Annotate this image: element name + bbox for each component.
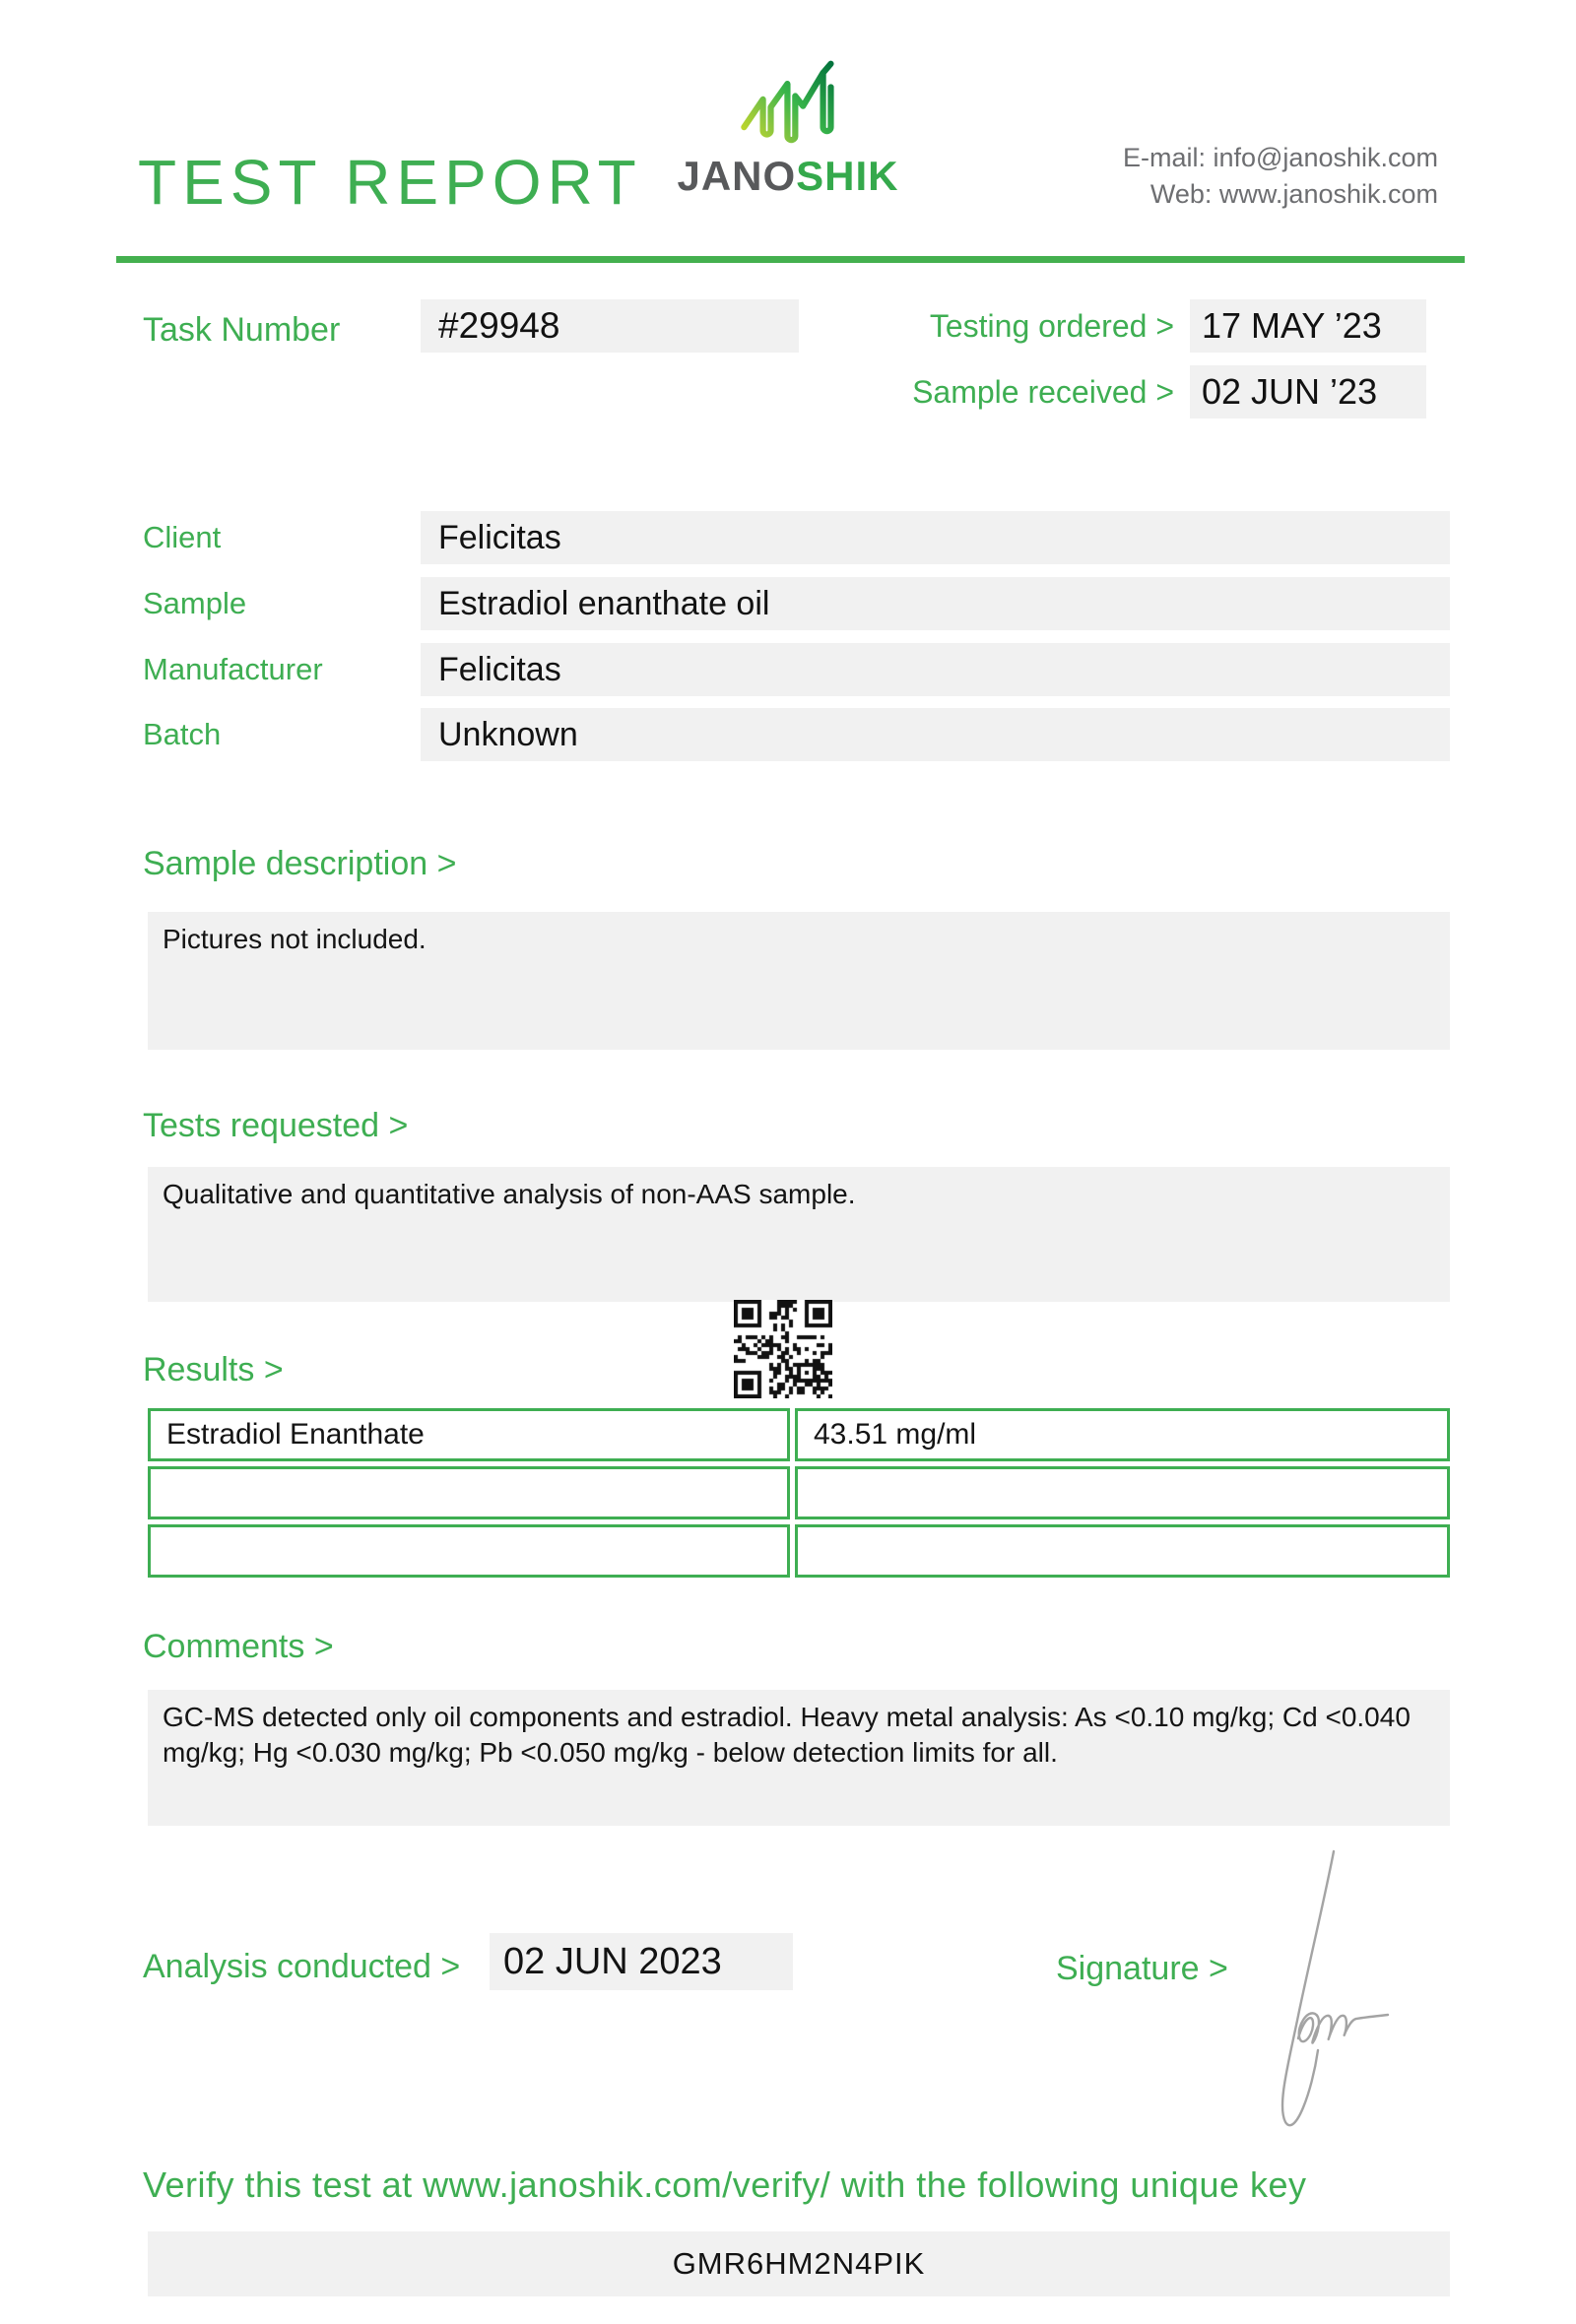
testing-ordered-label: Testing ordered >: [929, 307, 1174, 344]
sample-description-text: Pictures not included.: [163, 924, 427, 954]
sample-received-row: [912, 365, 1426, 419]
result-value-cell: [795, 1466, 1450, 1519]
result-value-cell: [795, 1524, 1450, 1578]
sample-received-field: [1190, 365, 1426, 419]
table-row: [148, 1524, 1450, 1578]
sample-value: Estradiol enanthate oil: [421, 577, 1450, 630]
comments-text: GC-MS detected only oil components and estradiol. Heavy metal analysis: As <0.10 mg/kg; Cd <0.040 mg/kg; Hg <0.030 mg/kg; Pb <0.050 mg/kg - below detection limits for all.: [163, 1702, 1411, 1768]
tests-requested-heading: Tests requested >: [143, 1107, 409, 1144]
logo-word-primary: JANO: [677, 153, 797, 199]
batch-label: Batch: [143, 717, 222, 751]
signature-label: Signature >: [1056, 1950, 1228, 1987]
table-row: [148, 1408, 1450, 1461]
results-heading: Results >: [143, 1351, 284, 1388]
signature-image: [1269, 1843, 1412, 2139]
tests-requested-text: Qualitative and quantitative analysis of non-AAS sample.: [163, 1179, 856, 1209]
unique-key-box: [148, 2231, 1450, 2296]
email-label: E-mail:: [1122, 143, 1206, 172]
analysis-date-value: 02 JUN 2023: [503, 1941, 722, 1982]
web-value: www.janoshik.com: [1218, 179, 1438, 209]
sample-label: Sample: [143, 586, 247, 620]
growth-chart-icon: [741, 59, 835, 150]
analysis-date-field: [490, 1933, 793, 1990]
tests-requested-box: [148, 1167, 1450, 1302]
table-row: [148, 1466, 1450, 1519]
task-number-value: #29948: [438, 305, 560, 346]
manufacturer-label: Manufacturer: [143, 652, 323, 686]
client-row: [143, 511, 1450, 564]
contact-email-line: [1123, 140, 1438, 176]
result-analyte-cell: Estradiol Enanthate: [148, 1408, 790, 1461]
result-value-cell: 43.51 mg/ml: [795, 1408, 1450, 1461]
sample-received-value: 02 JUN ’23: [1202, 371, 1378, 412]
contact-info: [1123, 140, 1438, 213]
sample-row: [143, 577, 1450, 630]
client-value: Felicitas: [421, 511, 1450, 564]
result-analyte-cell: [148, 1466, 790, 1519]
manufacturer-value: Felicitas: [421, 643, 1450, 696]
client-label: Client: [143, 520, 222, 554]
testing-ordered-value: 17 MAY ’23: [1202, 305, 1382, 346]
manufacturer-row: [143, 643, 1450, 696]
task-number-field: [421, 299, 799, 353]
logo-word-secondary: SHIK: [796, 153, 899, 199]
unique-key-value: GMR6HM2N4PIK: [672, 2246, 926, 2281]
results-table: [148, 1408, 1450, 1578]
testing-ordered-row: [930, 299, 1426, 353]
comments-heading: Comments >: [143, 1628, 334, 1665]
qr-code: [734, 1300, 832, 1398]
header-divider: [116, 256, 1465, 263]
testing-ordered-field: [1190, 299, 1426, 353]
contact-web-line: [1123, 176, 1438, 213]
logo-wordmark: [673, 153, 903, 199]
sample-received-label: Sample received >: [912, 373, 1174, 410]
email-value: info@janoshik.com: [1213, 143, 1438, 172]
sample-description-heading: Sample description >: [143, 845, 457, 882]
verify-text: Verify this test at www.janoshik.com/verify/ with the following unique key: [143, 2164, 1307, 2205]
batch-row: [143, 708, 1450, 761]
result-analyte-cell: [148, 1524, 790, 1578]
analysis-conducted-label: Analysis conducted >: [143, 1948, 461, 1985]
sample-description-box: [148, 912, 1450, 1050]
task-number-label: Task Number: [143, 311, 341, 349]
page-title: TEST REPORT: [138, 147, 642, 218]
comments-box: [148, 1690, 1450, 1826]
batch-value: Unknown: [421, 708, 1450, 761]
janoshik-logo: [673, 59, 903, 197]
web-label: Web:: [1149, 179, 1213, 209]
